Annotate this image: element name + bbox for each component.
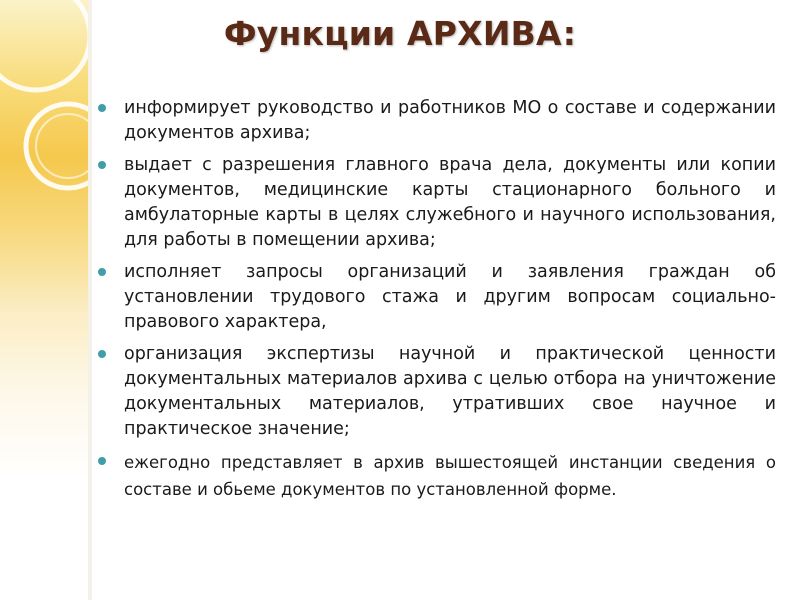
list-item — [96, 96, 776, 146]
list-item — [96, 449, 776, 503]
list-item — [96, 153, 776, 253]
bullet-icon — [98, 268, 106, 276]
list-item — [96, 342, 776, 442]
slide-title — [0, 14, 800, 53]
slide-title-text: Функции АРХИВА — [223, 14, 562, 53]
bullet-icon — [98, 104, 106, 112]
list-item-text: выдает с разрешения главного врача дела, документы или копии документов, медицинские карты стационарного больного и амбулаторные карты в целях служебного и научного использования, для работы в помещении архива; — [124, 155, 776, 250]
list-item — [96, 260, 776, 335]
bullet-icon — [98, 161, 106, 169]
slide-title-colon: : — [562, 14, 577, 53]
side-band-edge — [88, 0, 92, 600]
bullet-icon — [98, 457, 106, 465]
decorative-side-band — [0, 0, 88, 600]
list-item-text: организация экспертизы научной и практической ценности документальных материалов архива с целью отбора на уничтожение документальных материалов, утративших свое научное и практическое значение; — [124, 344, 776, 439]
list-item-text: ежегодно представляет в архив вышестоящей инстанции сведения о составе и обьеме документов по установленной форме. — [124, 453, 776, 499]
list-item-text: исполняет запросы организаций и заявления граждан об установлении трудового стажа и другим вопросам социально-правового характера, — [124, 262, 776, 332]
bullet-icon — [98, 350, 106, 358]
functions-list — [96, 96, 776, 510]
list-item-text: информирует руководство и работников МО о составе и содержании документов архива; — [124, 98, 776, 143]
